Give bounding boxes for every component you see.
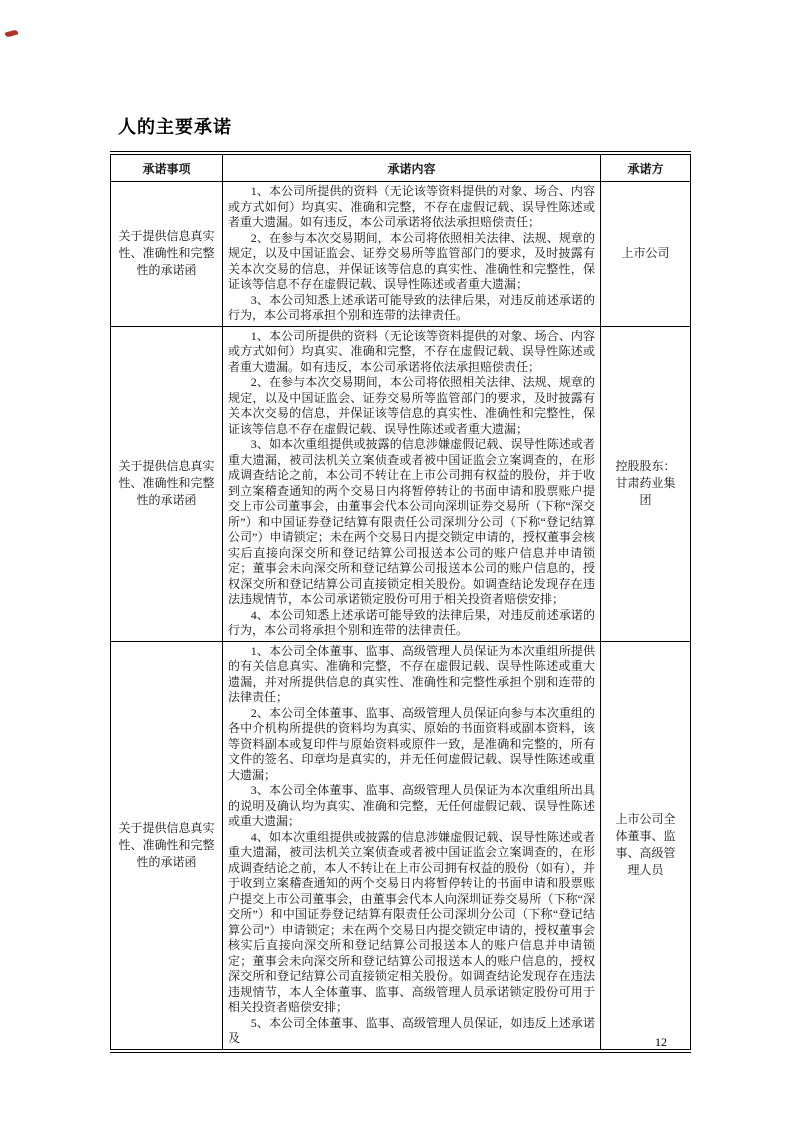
commitment-paragraph: 2、本公司全体董事、监事、高级管理人员保证向参与本次重组的各中介机构所提供的资料均为真实、原始的书面资料或副本资料，该等资料副本或复印件与原始资料或原件一致，是准确和完整的，所有文件的签名、印章均是真实的，并无任何虚假记载、误导性陈述或重大遗漏； bbox=[228, 705, 595, 782]
commitment-content bbox=[223, 326, 601, 641]
commitments-table bbox=[110, 151, 691, 1053]
commitment-item: 关于提供信息真实性、准确性和完整性的承诺函 bbox=[111, 641, 223, 1051]
table-row bbox=[111, 641, 691, 1051]
commitment-content bbox=[223, 641, 601, 1051]
page-number: 12 bbox=[655, 1035, 667, 1049]
commitments-table-body bbox=[111, 182, 691, 1051]
commitment-content bbox=[223, 182, 601, 327]
commitment-paragraph: 1、本公司全体董事、监事、高级管理人员保证为本次重组所提供的有关信息真实、准确和完整，不存在虚假记载、误导性陈述或重大遗漏，并对所提供信息的真实性、准确性和完整性承担个别和连带的法律责任； bbox=[228, 643, 595, 704]
commitment-paragraph: 3、本公司全体董事、监事、高级管理人员保证为本次重组所出具的说明及确认均为真实、准确和完整，无任何虚假记载、误导性陈述或重大遗漏； bbox=[228, 783, 595, 828]
table-row bbox=[111, 326, 691, 641]
commitment-paragraph: 2、在参与本次交易期间，本公司将依照相关法律、法规、规章的规定，以及中国证监会、证券交易所等监管部门的要求，及时披露有关本次交易的信息，并保证该等信息的真实性、准确性和完整性，保证该等信息不存在虚假记载、误导性陈述或者重大遗漏； bbox=[228, 375, 595, 436]
page-title: 人的主要承诺 bbox=[118, 117, 232, 138]
header-commitment-content: 承诺内容 bbox=[223, 153, 601, 182]
commitment-item: 关于提供信息真实性、准确性和完整性的承诺函 bbox=[111, 182, 223, 327]
red-pen-mark bbox=[5, 30, 19, 38]
commitment-party: 上市公司全体董事、监事、高级管理人员 bbox=[601, 641, 691, 1051]
header-commitment-party: 承诺方 bbox=[601, 153, 691, 182]
commitment-party: 控股股东：甘肃药业集团 bbox=[601, 326, 691, 641]
commitment-paragraph: 2、在参与本次交易期间，本公司将依照相关法律、法规、规章的规定，以及中国证监会、证券交易所等监管部门的要求，及时披露有关本次交易的信息，并保证该等信息的真实性、准确性和完整性，保证该等信息不存在虚假记载、误导性陈述或者重大遗漏； bbox=[228, 230, 595, 291]
commitment-party: 上市公司 bbox=[601, 182, 691, 327]
table-row bbox=[111, 182, 691, 327]
commitment-paragraph: 4、本公司知悉上述承诺可能导致的法律后果，对违反前述承诺的行为，本公司将承担个别和连带的法律责任。 bbox=[228, 607, 595, 637]
commitment-paragraph: 1、本公司所提供的资料（无论该等资料提供的对象、场合、内容或方式如何）均真实、准确和完整，不存在虚假记载、误导性陈述或者重大遗漏。如有违反，本公司承诺将依法承担赔偿责任； bbox=[228, 328, 595, 374]
commitment-item: 关于提供信息真实性、准确性和完整性的承诺函 bbox=[111, 326, 223, 641]
commitment-paragraph: 3、本公司知悉上述承诺可能导致的法律后果，对违反前述承诺的行为，本公司将承担个别和连带的法律责任。 bbox=[228, 292, 595, 322]
commitment-paragraph: 4、如本次重组提供或披露的信息涉嫌虚假记载、误导性陈述或者重大遗漏，被司法机关立案侦查或者被中国证监会立案调查的，在形成调查结论之前，本人不转让在上市公司拥有权益的股份（如有），并于收到立案稽查通知的两个交易日内将暂停转让的书面申请和股票账户提交上市公司董事会，由董事会代本人向深圳证券交易所（下称“深交所”）和中国证券登记结算有限责任公司深圳分公司（下称“登记结算公司”）申请锁定；未在两个交易日内提交锁定申请的，授权董事会核实后直接向深交所和登记结算公司报送本人的账户信息并申请锁定；董事会未向深交所和登记结算公司报送本人的账户信息的，授权深交所和登记结算公司直接锁定相关股份。如调查结论发现存在违法违规情节，本人全体董事、监事、高级管理人员承诺锁定股份可用于相关投资者赔偿安排； bbox=[228, 829, 595, 1014]
header-commitment-item: 承诺事项 bbox=[111, 153, 223, 182]
table-header-row bbox=[111, 153, 691, 182]
commitment-paragraph: 1、本公司所提供的资料（无论该等资料提供的对象、场合、内容或方式如何）均真实、准确和完整，不存在虚假记载、误导性陈述或者重大遗漏。如有违反，本公司承诺将依法承担赔偿责任； bbox=[228, 184, 595, 229]
commitment-paragraph: 5、本公司全体董事、监事、高级管理人员保证，如违反上述承诺及 bbox=[228, 1015, 595, 1045]
commitment-paragraph: 3、如本次重组提供或披露的信息涉嫌虚假记载、误导性陈述或者重大遗漏，被司法机关立案侦查或者被中国证监会立案调查的，在形成调查结论之前，本公司不转让在上市公司拥有权益的股份，并于收到立案稽查通知的两个交易日内将暂停转让的书面申请和股票账户提交上市公司董事会，由董事会代本公司向深圳证券交易所（下称“深交所”）和中国证券登记结算有限责任公司深圳分公司（下称“登记结算公司”）申请锁定；未在两个交易日内提交锁定申请的，授权董事会核实后直接向深交所和登记结算公司报送本公司的账户信息并申请锁定；董事会未向深交所和登记结算公司报送本公司的账户信息的，授权深交所和登记结算公司直接锁定相关股份。如调查结论发现存在违法违规情节，本公司承诺锁定股份可用于相关投资者赔偿安排； bbox=[228, 437, 595, 606]
